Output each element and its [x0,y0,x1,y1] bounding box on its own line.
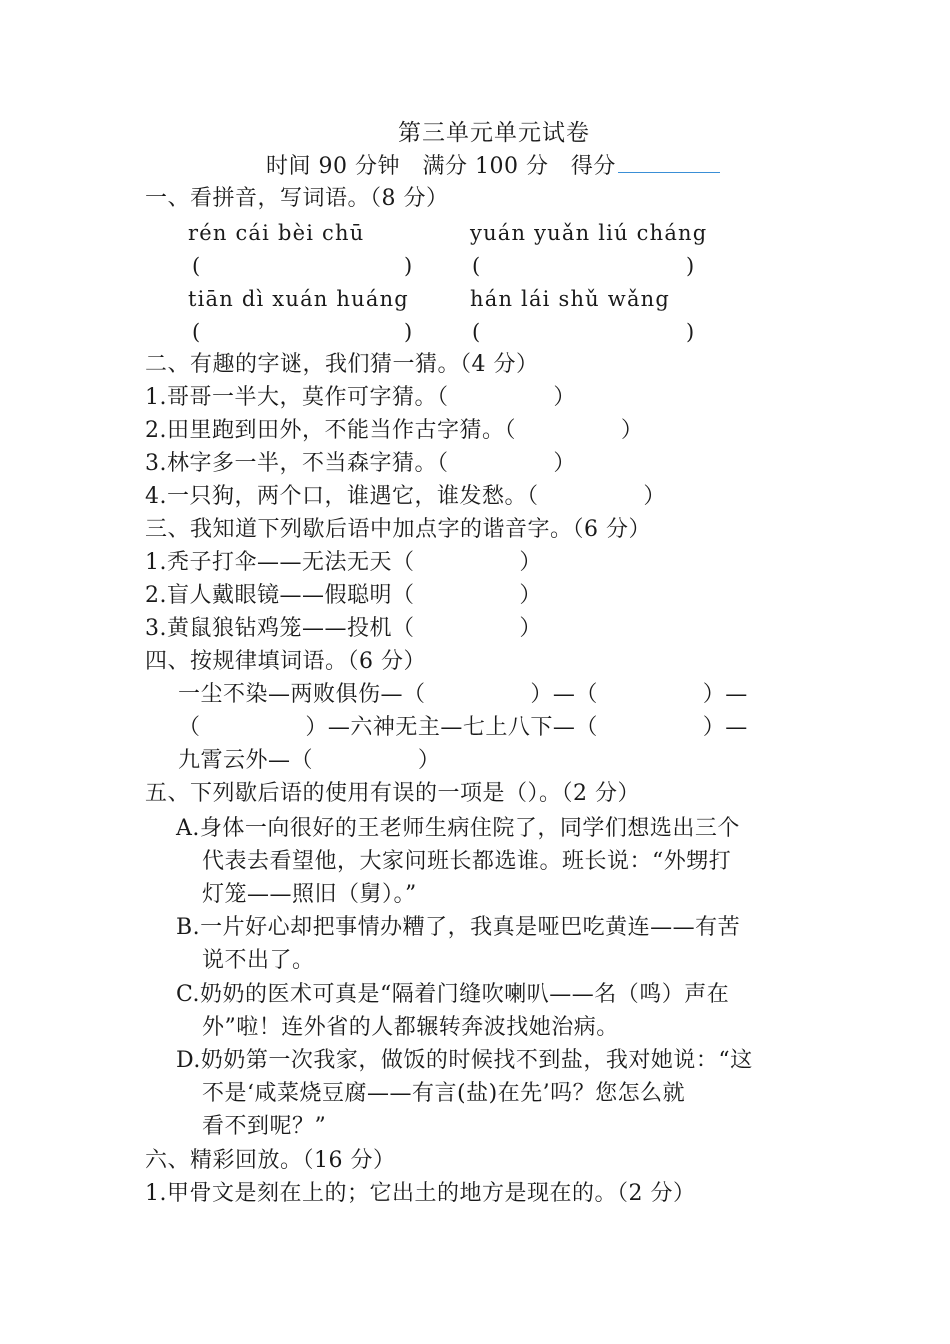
riddle-item: 4.一只狗，两个口，谁遇它，谁发愁。（ ） [145,484,666,509]
option-d-line: 不是‘咸菜烧豆腐——有言(盐)在先’吗？您怎么就 [202,1081,686,1106]
answer-paren-open: ( [472,320,481,344]
option-a-line: 代表去看望他，大家问班长都选谁。班长说：“外甥打 [202,849,732,874]
pattern-line: 一尘不染—两败俱伤—（ ）—（ ）— [178,682,748,707]
xiehouyu-item: 3.黄鼠狼钻鸡笼——投机（ ） [145,616,542,641]
pattern-line: （ ）—六神无主—七上八下—（ ）— [178,715,748,740]
option-b-line: B.一片好心却把事情办糟了，我真是哑巴吃黄连——有苦 [176,915,741,940]
xiehouyu-item: 2.盲人戴眼镜——假聪明（ ） [145,583,542,608]
option-a-line: A.身体一向很好的王老师生病住院了，同学们想选出三个 [176,816,740,841]
score-blank[interactable] [618,150,720,173]
section4-heading: 四、按规律填词语。（6 分） [145,649,426,674]
answer-paren-close: ) [404,320,413,344]
riddle-item: 2.田里跑到田外，不能当作古字猜。（ ） [145,418,644,443]
pinyin-2: yuán yuǎn liú cháng [470,221,708,245]
option-a-line: 灯笼——照旧（舅）。” [202,882,417,907]
pinyin-4: hán lái shǔ wǎng [470,287,671,311]
option-d-line: 看不到呢？” [202,1114,327,1139]
answer-paren-open: ( [472,254,481,278]
pinyin-1: rén cái bèi chū [188,221,365,245]
section1-heading: 一、看拼音，写词语。（8 分） [145,186,449,211]
answer-paren-close: ) [686,254,695,278]
page-title: 第三单元单元试卷 [398,120,590,146]
option-c-line: 外”啦！连外省的人都辗转奔波找她治病。 [202,1015,619,1040]
exam-meta-text: 时间 90 分钟 满分 100 分 得分 [266,154,616,179]
riddle-item: 1.哥哥一半大，莫作可字猜。（ ） [145,385,576,410]
option-c-line: C.奶奶的医术可真是“隔着门缝吹喇叭——名（鸣）声在 [176,982,730,1007]
pattern-line: 九霄云外—（ ） [178,748,441,773]
answer-paren-open: ( [192,254,201,278]
answer-paren-close: ) [404,254,413,278]
option-d-line: D.奶奶第一次我家，做饭的时候找不到盐，我对她说：“这 [176,1048,753,1073]
riddle-item: 3.林字多一半，不当森字猜。（ ） [145,451,576,476]
section5-heading: 五、下列歇后语的使用有误的一项是（）。（2 分） [145,781,640,806]
review-item: 1.甲骨文是刻在上的；它出土的地方是现在的。（2 分） [145,1181,696,1206]
section6-heading: 六、精彩回放。（16 分） [145,1148,396,1173]
answer-paren-open: ( [192,320,201,344]
option-b-line: 说不出了。 [202,948,315,973]
answer-paren-close: ) [686,320,695,344]
section3-heading: 三、我知道下列歇后语中加点字的谐音字。（6 分） [145,517,651,542]
xiehouyu-item: 1.秃子打伞——无法无天（ ） [145,550,542,575]
section2-heading: 二、有趣的字谜，我们猜一猜。（4 分） [145,352,539,377]
pinyin-3: tiān dì xuán huáng [188,287,409,311]
exam-meta [266,150,720,182]
